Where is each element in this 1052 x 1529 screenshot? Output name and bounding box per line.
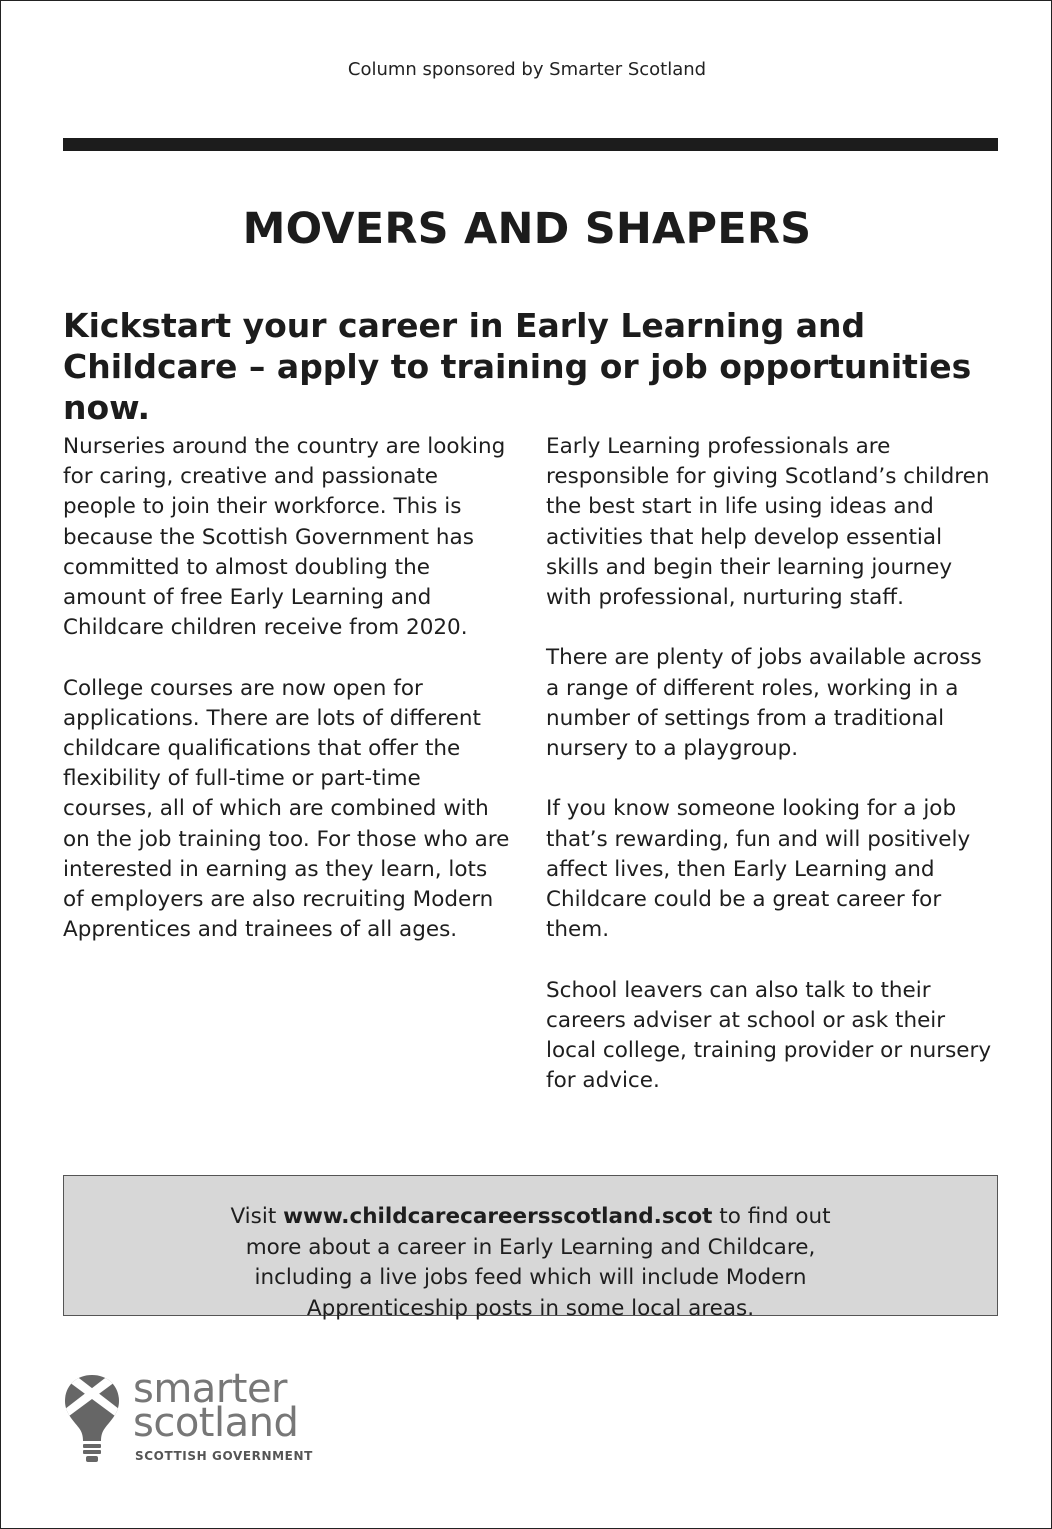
- paragraph: Nurseries around the country are looking for caring, creative and passionate people to join their workforce. This is because the Scottish Government has committed to almost doubling the amount of free Early Learning and Childcare children receive from 2020.: [63, 434, 506, 641]
- info-prefix: Visit: [230, 1204, 284, 1229]
- paragraph: If you know someone looking for a job that’s rewarding, fun and will positively affect lives, then Early Learning and Childcare could be a great career for them.: [546, 796, 971, 943]
- right-column: [546, 432, 996, 1127]
- website-link[interactable]: www.childcarecareersscotland.scot: [283, 1204, 713, 1229]
- subheadline: Kickstart your career in Early Learning and Childcare – apply to training or job opportunities now.: [63, 306, 972, 427]
- paragraph: Early Learning professionals are responsible for giving Scotland’s children the best start in life using ideas and activities that help develop essential skills and begin their learning journey with professional, nurturing staff.: [546, 434, 990, 611]
- headline: MOVERS AND SHAPERS: [242, 204, 812, 254]
- paragraph: School leavers can also talk to their careers adviser at school or ask their local college, training provider or nursery for advice.: [546, 977, 992, 1094]
- paragraph: There are plenty of jobs available across a range of different roles, working in a number of settings from a traditional nursery to a playgroup.: [546, 645, 982, 762]
- logo-word-scotland: scotland: [133, 1400, 299, 1446]
- logo-word-smarter: smarter: [133, 1366, 287, 1412]
- left-column: [63, 432, 513, 976]
- smarter-scotland-logo: [63, 1366, 323, 1469]
- header-rule: [63, 138, 998, 151]
- info-box: [63, 1175, 998, 1321]
- sponsor-line: Column sponsored by Smarter Scotland: [347, 59, 707, 80]
- info-suffix: to find out more about a career in Early Learning and Childcare, including a live jobs feed which will include Modern Apprenticeship posts in some local areas.: [245, 1204, 831, 1321]
- lightbulb-saltire-icon: [63, 1373, 121, 1465]
- logo-org-name: SCOTTISH GOVERNMENT: [135, 1449, 313, 1463]
- paragraph: College courses are now open for applications. There are lots of different childcare qualifications that offer the flexibility of full-time or part-time courses, all of which are combined with on the job training too. For those who are interested in earning as they learn, lots of employers are also recruiting Modern Apprentices and trainees of all ages.: [63, 675, 510, 943]
